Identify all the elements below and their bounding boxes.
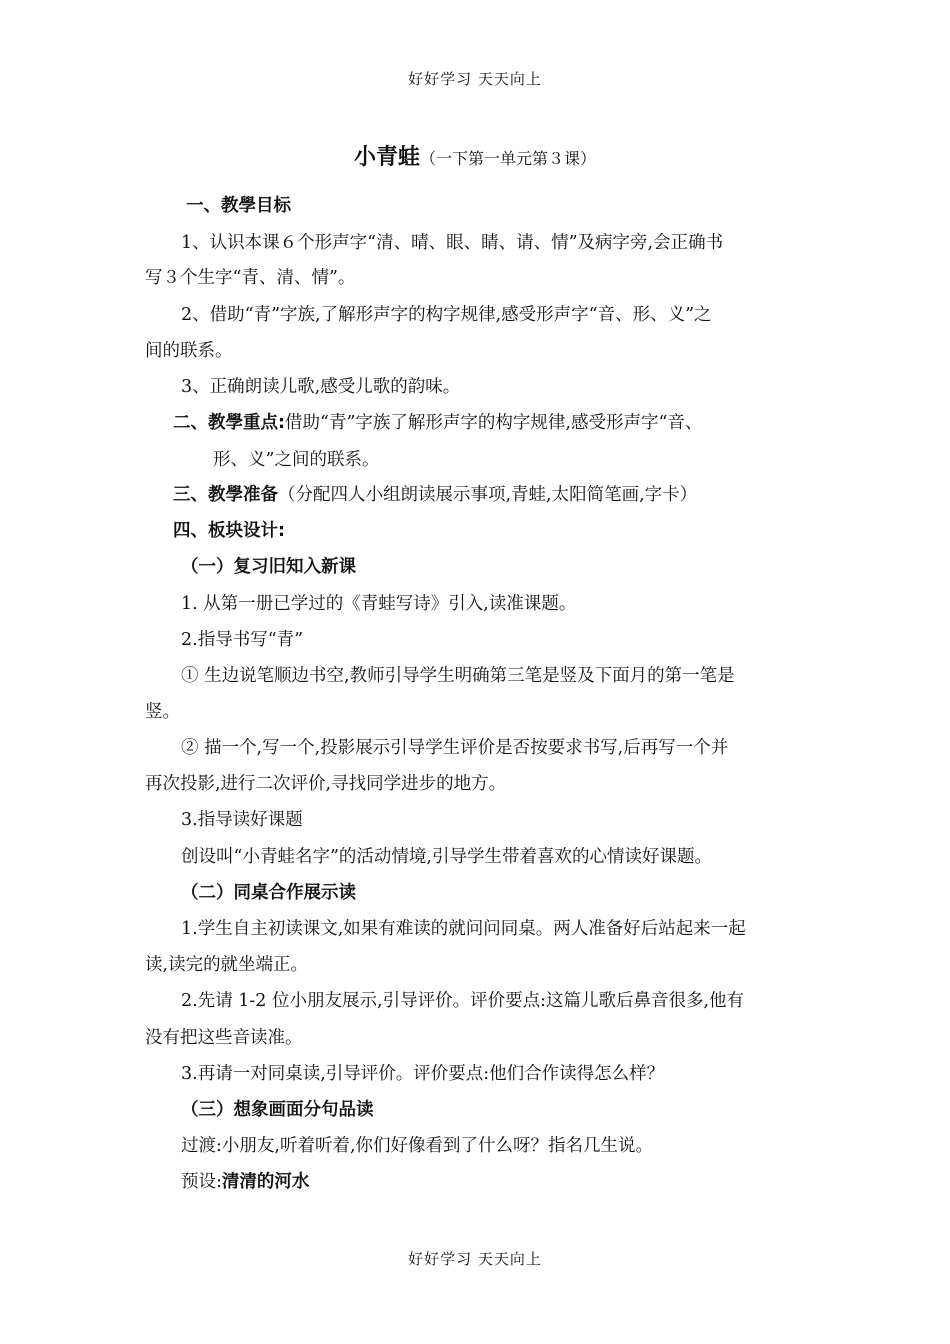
part-1-item-1: 1. 从第一册已学过的《青蛙写诗》引入,读准课题。 (181, 594, 577, 614)
section-teaching-goals-heading: 一、教學目标 (186, 196, 291, 216)
page-header: 好好学习 天天向上 (408, 70, 542, 88)
part-1-item-3: 3.指导读好课题 (181, 810, 303, 830)
part-1-item-2a-line-1: ① 生边说笔顺边书空,教师引导学生明确第三笔是竖及下面月的第一笔是 (181, 666, 735, 686)
goal-1-line-1: 1、认识本课６个形声字“清、晴、眼、睛、请、情”及病字旁,会正确书 (181, 233, 724, 253)
part-1-heading: （一）复习旧知入新课 (181, 557, 356, 577)
title-main: 小青蛙 (353, 145, 420, 170)
part-2-heading: （二）同桌合作展示读 (181, 883, 356, 903)
section-design-heading: 四、板块设计: (173, 521, 285, 541)
title-subtitle: （一下第一单元第３课） (420, 149, 597, 168)
key-points-label: 二、教學重点: (173, 413, 285, 433)
key-points-text: 借助“青”字族了解形声字的构字规律,感受形声字“音、 (285, 413, 703, 433)
section-key-points (173, 409, 702, 434)
key-points-text-line-2: 形、义”之间的联系。 (213, 450, 380, 470)
part-2-item-3: 3.再请一对同桌读,引导评价。评价要点:他们合作读得怎么样？ (181, 1064, 665, 1084)
goal-2-line-2: 间的联系。 (145, 341, 233, 361)
goal-2-line-1: 2、借助“青”字族,了解形声字的构字规律,感受形声字“音、形、义”之 (181, 305, 712, 325)
part-3-preset (181, 1168, 309, 1193)
part-1-item-3a: 创设叫“小青蛙名字”的活动情境,引导学生带着喜欢的心情读好课题。 (181, 847, 712, 867)
part-2-item-2-line-2: 没有把这些音读准。 (145, 1028, 303, 1048)
preset-label: 预设: (181, 1172, 222, 1192)
section-preparation (173, 481, 697, 506)
part-2-item-1-line-1: 1.学生自主初读课文,如果有难读的就问问同桌。两人准备好后站起来一起 (181, 919, 746, 939)
part-2-item-1-line-2: 读,读完的就坐端正。 (145, 955, 309, 975)
preparation-label: 三、教學准备 (173, 485, 278, 505)
part-1-item-2: 2.指导书写“青” (181, 630, 304, 650)
part-1-item-2b-line-1: ② 描一个,写一个,投影展示引导学生评价是否按要求书写,后再写一个并 (181, 738, 729, 758)
preparation-text: （分配四人小组朗读展示事项,青蛙,太阳简笔画,字卡） (278, 485, 698, 505)
preset-text: 清清的河水 (221, 1172, 310, 1192)
page-footer: 好好学习 天天向上 (408, 1250, 542, 1268)
part-1-item-2b-line-2: 再次投影,进行二次评价,寻找同学进步的地方。 (145, 774, 507, 794)
lesson-title (0, 140, 950, 171)
part-2-item-2-line-1: 2.先请 1-2 位小朋友展示,引导评价。评价要点:这篇儿歌后鼻音很多,他有 (181, 991, 745, 1011)
part-3-transition: 过渡:小朋友,听着听着,你们好像看到了什么呀？指名几生说。 (181, 1136, 654, 1156)
goal-3: 3、正确朗读儿歌,感受儿歌的韵味。 (181, 377, 461, 397)
part-3-heading: （三）想象画面分句品读 (181, 1100, 374, 1120)
goal-1-line-2: 写３个生字“青、清、情”。 (145, 268, 356, 288)
part-1-item-2a-line-2: 竖。 (145, 702, 180, 722)
